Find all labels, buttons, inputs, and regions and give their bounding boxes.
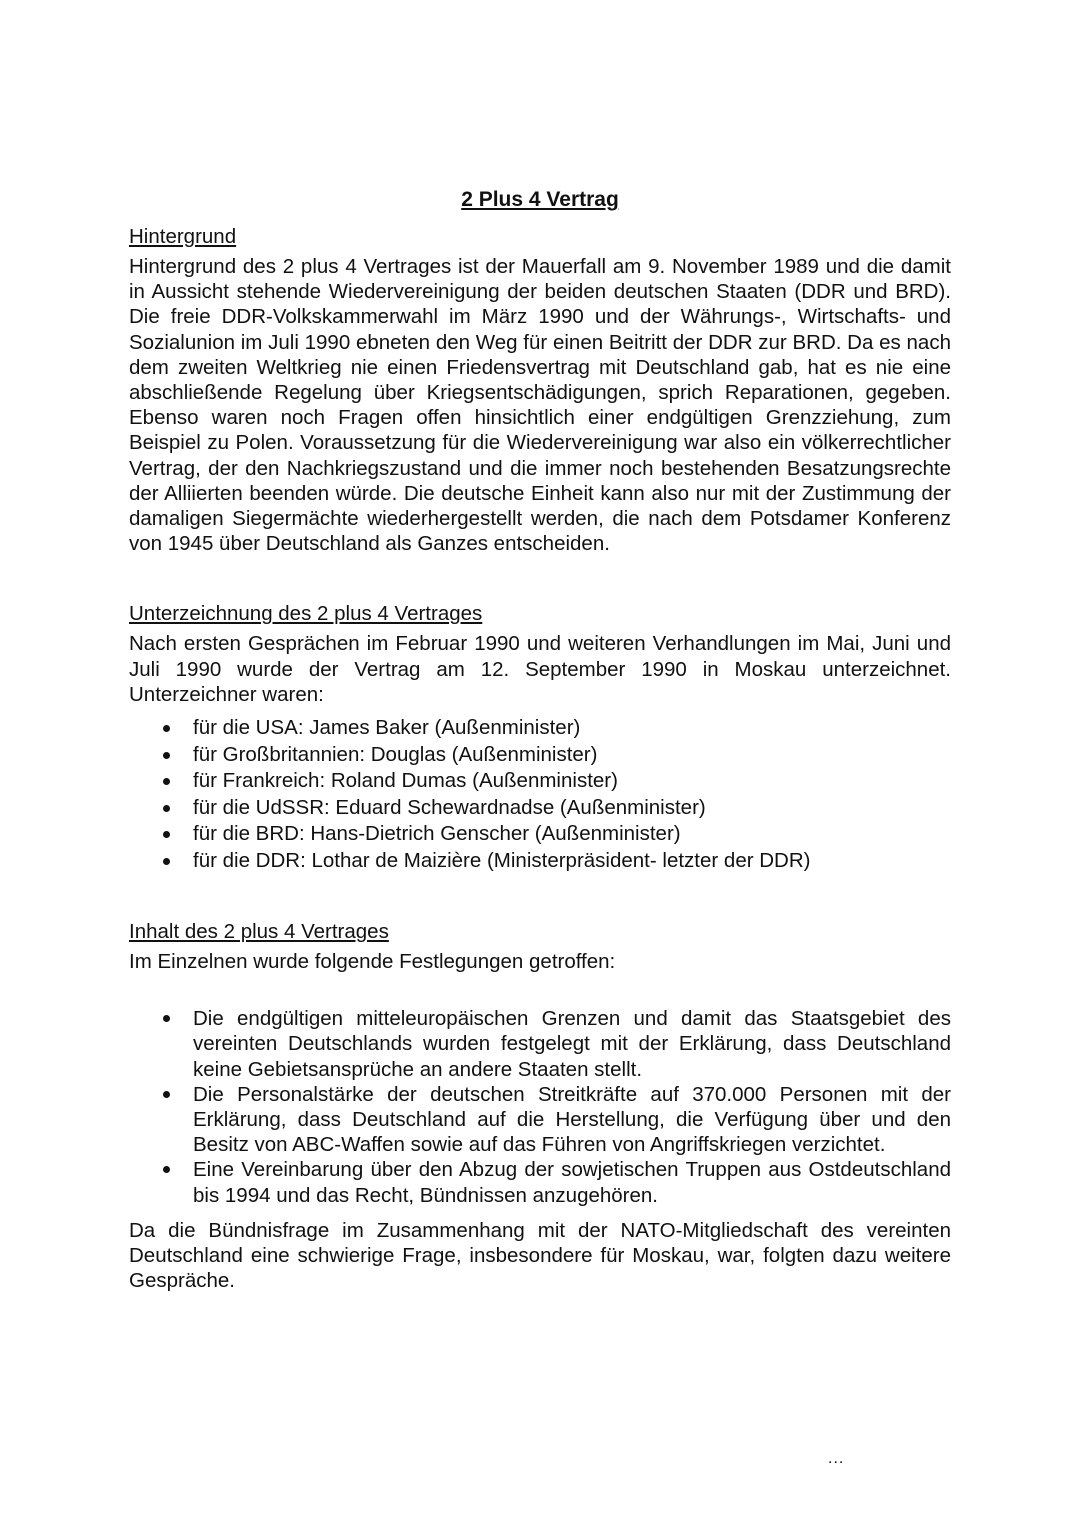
spacer [129,556,951,600]
list-item: für Frankreich: Roland Dumas (Außenminister) [193,768,951,795]
section-heading-background: Hintergrund [129,225,237,248]
section-heading-content: Inhalt des 2 plus 4 Vertrages [129,920,389,944]
list-item: für die USA: James Baker (Außenminister) [193,715,951,742]
continuation-mark: ... [828,1450,845,1467]
list-item: für die BRD: Hans-Dietrich Genscher (Außenminister) [193,821,951,848]
document-page [129,186,951,1293]
content-intro: Im Einzelnen wurde folgende Festlegungen getroffen: [129,950,616,974]
signing-paragraph: Nach ersten Gesprächen im Februar 1990 und weiteren Verhandlungen im Mai, Juni und Juli 1990 wurde der Vertrag am 12. September 1990 in Moskau unterzeichnet. Unterzeichner waren: [129,632,951,706]
list-item: Die endgültigen mitteleuropäischen Grenzen und damit das Staatsgebiet des vereinten Deutschlands wurden festgelegt mit der Erklärung, dass Deutschland keine Gebietsansprüche an andere Staaten stellt. [193,1007,951,1081]
spacer [129,874,951,918]
list-item: für Großbritannien: Douglas (Außenminister) [193,742,951,769]
document-title: 2 Plus 4 Vertrag [461,188,619,211]
list-item: Eine Vereinbarung über den Abzug der sowjetischen Truppen aus Ostdeutschland bis 1994 und das Recht, Bündnissen anzugehören. [193,1158,951,1207]
content-points-list [129,1006,951,1208]
list-item: Die Personalstärke der deutschen Streitkräfte auf 370.000 Personen mit der Erklärung, dass Deutschland auf die Herstellung, die Verfügung über und den Besitz von ABC-Waffen sowie auf das Führen von Angriffskriegen verzichtet. [193,1082,951,1157]
background-paragraph: Hintergrund des 2 plus 4 Vertrages ist der Mauerfall am 9. November 1989 und die damit in Aussicht stehende Wiedervereinigung der beiden deutschen Staaten (DDR und BRD). Die freie DDR-Volkskammerwahl im März 1990 und der Währungs-, Wirtschafts- und Sozialunion im Juli 1990 ebneten den Weg für einen Beitritt der DDR zur BRD. Da es nach dem zweiten Weltkrieg nie einen Friedensvertrag mit Deutschland gab, hat es nie eine abschließende Regelung über Kriegsentschädigungen, sprich Reparationen, gegeben. Ebenso waren noch Fragen offen hinsichtlich einer endgültigen Grenzziehung, zum Beispiel zu Polen. Voraussetzung für die Wiedervereinigung war also ein völkerrechtlicher Vertrag, der den Nachkriegszustand und die immer noch bestehenden Besatzungsrechte der Alliierten beenden würde. Die deutsche Einheit kann also nur mit der Zustimmung der damaligen Siegermächte wiederhergestellt werden, die nach dem Potsdamer Konferenz von 1945 über Deutschland als Ganzes entscheiden. [129,255,951,556]
signatories-list [129,715,951,874]
section-heading-signing: Unterzeichnung des 2 plus 4 Vertrages [129,602,483,626]
content-closing-paragraph: Da die Bündnisfrage im Zusammenhang mit der NATO-Mitgliedschaft des vereinten Deutschland eine schwierige Frage, insbesondere für Moskau, war, folgten dazu weitere Gespräche. [129,1218,951,1293]
list-item: für die UdSSR: Eduard Schewardnadse (Außenminister) [193,795,951,822]
list-item: für die DDR: Lothar de Maizière (Ministerpräsident- letzter der DDR) [193,848,951,875]
